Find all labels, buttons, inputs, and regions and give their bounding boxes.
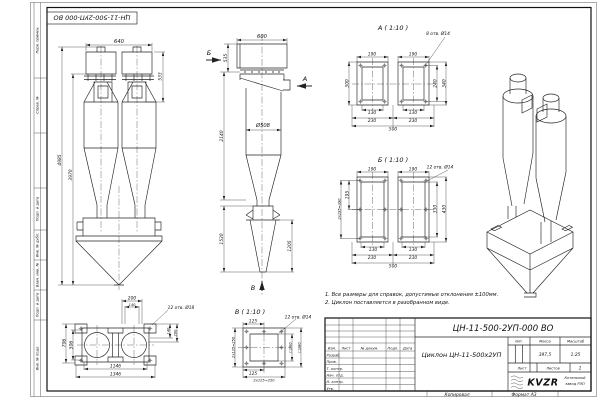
dim-sa-right2: 340 [442, 79, 448, 88]
dim-sa-w1: 190 [367, 52, 377, 58]
dim-vv-sq-inner: □300 [288, 342, 293, 353]
dim-sa-b2: 130 [408, 111, 418, 116]
dim-side-diameter: Ø508 [256, 123, 270, 129]
tb-row-tkontr: Т. контр. [326, 366, 344, 371]
view-arrow-label-a: А [302, 75, 308, 83]
tb-mass-value: 397,5 [538, 353, 552, 358]
dim-plan-t2: 140 [128, 302, 136, 307]
dim-sa-f1: 230 [367, 119, 377, 124]
front-view-linework [58, 43, 165, 290]
dim-sb-pitch-total: 2x195=390 [337, 198, 342, 220]
tb-sheets-value: 1 [578, 366, 582, 372]
dim-plan-b1: 1146 [109, 364, 122, 370]
dim-sb-pitch: 195 [345, 190, 351, 200]
dim-side-cone-inner: 1205 [288, 240, 293, 252]
company-name-line1: Котельный [564, 376, 586, 380]
sheet-frame [31, 3, 597, 397]
dim-sb-right2: 430 [442, 204, 448, 214]
tb-col-izm: Изм. [327, 346, 337, 351]
margin-label-inv-podl: Инв. № подл. [35, 345, 40, 371]
dim-vv-sq-outer: □380 [297, 342, 302, 353]
footer-format-label: Формат А3 [511, 392, 537, 398]
isometric-view [487, 74, 573, 297]
dim-side-cone-height: 1530 [220, 233, 225, 245]
tb-col-data: Дата [402, 346, 413, 351]
logo-spring-icon [511, 376, 523, 389]
company-logo-text: KVZR [527, 377, 559, 389]
tb-row-nkontr: Н. контр. [326, 380, 344, 385]
dim-front-inner-height: 3970 [69, 169, 74, 181]
dim-plan-r2: 200 [173, 329, 178, 337]
dim-sb-f1: 230 [367, 256, 377, 261]
title-product-name: Циклон ЦН-11-500x2УП [421, 351, 502, 359]
view-arrow-label-b: Б [206, 49, 212, 57]
margin-label-podp2: Подп. и дата [35, 292, 40, 318]
margin-label-podp1: Подп. и дата [35, 196, 40, 222]
dim-vv-pp-bottom: 2x125=250 [253, 378, 275, 383]
tb-row-utv: Утв. [326, 386, 335, 391]
section-b-title: Б ( 1:10 ) [377, 156, 409, 164]
tb-row-prov: Пров. [326, 360, 337, 365]
tb-col-podp: Подп. [387, 346, 399, 351]
dim-vv-p-bottom: 125 [248, 372, 258, 377]
margin-label-perv: Перв. примен. [35, 26, 40, 54]
top-stamp-number: ЦН-11-500-2УП-000 ВО [53, 13, 131, 22]
margin-label-inv-dubl: Инв. № дубл. [35, 232, 40, 258]
dim-sa-b1: 130 [367, 111, 377, 116]
side-view-linework [206, 34, 312, 296]
tb-row-razrab: Разраб. [326, 353, 341, 358]
footer-copied-label: Копировал [444, 392, 470, 398]
view-v-title: В ( 1:10 ) [234, 308, 266, 316]
dim-sa-right1: 240 [433, 79, 439, 88]
tb-scale-value: 1:25 [570, 353, 581, 358]
section-b-holes-note: 12 отв. Ø14 [426, 165, 454, 171]
dim-vv-pp-left: 2x125=250 [231, 336, 236, 359]
view-v-holes-note: 12 отв. Ø14 [284, 315, 312, 321]
tb-sheet-label: Лист [517, 366, 527, 371]
plan-holes-note: 12 отв. Ø18 [167, 306, 195, 311]
dim-sb-w2: 190 [408, 167, 418, 173]
company-name-line2: завод РЭП [565, 382, 585, 386]
dim-vv-p-top: 125 [248, 319, 258, 325]
dim-plan-r1: 140 [166, 327, 171, 335]
dim-sb-b1: 130 [368, 248, 378, 253]
dim-side-top-height: 535 [224, 53, 229, 63]
dim-front-total-height: 4985 [58, 154, 63, 166]
tb-col-list: Лист [341, 346, 351, 351]
margin-label-sprav: Справ. № [35, 96, 40, 114]
dim-side-mid-height: 2140 [220, 130, 225, 142]
section-a-linework [348, 37, 447, 127]
dim-sb-b2: 130 [408, 248, 418, 253]
view-arrow-label-v: В [250, 284, 256, 292]
tb-scale-label: Масштаб [566, 339, 585, 344]
dim-plan-b2: 1346 [109, 372, 122, 378]
tb-mass-label: Масса [539, 339, 551, 344]
section-a-title: А ( 1:10 ) [377, 24, 409, 32]
dim-plan-l2: 506 [69, 340, 75, 350]
margin-label-vzam: Взам. инв. № [35, 262, 40, 288]
dim-sa-total: 500 [388, 127, 398, 133]
note-line-1: 1. Все размеры для справок, допустимые отклонения ±100мм. [325, 292, 499, 298]
dim-front-width: 640 [114, 39, 124, 45]
dim-plan-l1: 706 [62, 338, 68, 348]
section-a-holes-note: 8 отв. Ø14 [426, 32, 450, 37]
dim-side-width: 600 [257, 34, 267, 40]
dim-sa-f2: 230 [408, 119, 418, 124]
dim-sb-f2: 230 [408, 256, 418, 261]
dim-sb-w1: 190 [367, 167, 377, 173]
note-line-2: 2. Циклон поставляется в разобранном виде. [325, 300, 450, 306]
dim-sa-w2: 190 [408, 52, 418, 58]
tb-row-nachotd: Нач. отд. [326, 373, 344, 378]
dim-sa-left: 300 [345, 79, 351, 88]
tb-sheets-label: Листов [546, 366, 560, 371]
dim-front-inlet-height: 533 [158, 72, 164, 81]
title-doc-number: ЦН-11-500-2УП-000 ВО [452, 324, 554, 334]
tb-col-doc: № докум. [360, 346, 379, 351]
tb-lit-label: Лит. [514, 339, 524, 344]
dim-plan-t1: 200 [127, 296, 137, 302]
dim-sb-total: 500 [388, 264, 398, 270]
dim-sb-right1: 330 [433, 204, 439, 214]
